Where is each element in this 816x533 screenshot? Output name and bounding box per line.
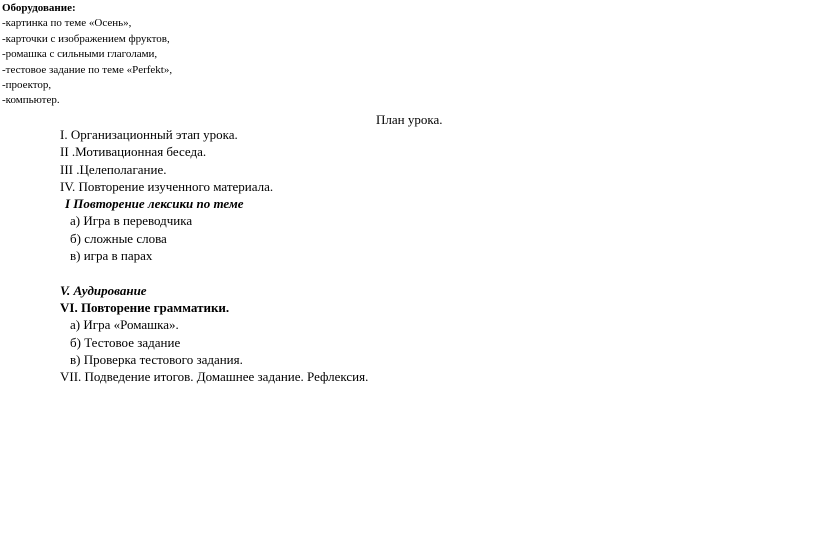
plan-spacer xyxy=(60,264,368,281)
equipment-item: -карточки с изображением фруктов, xyxy=(2,32,170,45)
plan-subitem: б) Тестовое задание xyxy=(70,334,181,350)
equipment-item: -ромашка с сильными глаголами, xyxy=(2,48,158,61)
plan-subitem: а) Игра «Ромашка». xyxy=(70,317,179,333)
equipment-item: -тестовое задание по теме «Perfekt», xyxy=(2,63,173,76)
lesson-plan xyxy=(60,126,368,385)
plan-subitem: в) игра в парах xyxy=(70,248,153,264)
plan-subitem: б) сложные слова xyxy=(70,230,167,246)
plan-subitem: в) Проверка тестового задания. xyxy=(70,351,243,367)
plan-subheading: I Повторение лексики по теме xyxy=(65,196,244,212)
equipment-section xyxy=(2,1,172,109)
equipment-item: -компьютер. xyxy=(2,94,60,107)
equipment-item: -проектор, xyxy=(2,79,52,92)
plan-item: V. Аудирование xyxy=(60,282,147,298)
plan-title: План урока. xyxy=(376,112,443,127)
plan-item: VI. Повторение грамматики. xyxy=(60,299,230,315)
equipment-heading: Оборудование: xyxy=(2,2,76,14)
plan-item: VII. Подведение итогов. Домашнее задание. Рефлексия. xyxy=(60,369,369,385)
plan-item: I. Организационный этап урока. xyxy=(60,127,238,142)
plan-item: IV. Повторение изученного материала. xyxy=(60,178,274,194)
plan-item: III .Целеполагание. xyxy=(60,161,167,177)
equipment-item: -картинка по теме «Осень», xyxy=(2,17,132,30)
plan-item: II .Мотивационная беседа. xyxy=(60,144,207,160)
plan-subitem: а) Игра в переводчика xyxy=(70,213,193,229)
